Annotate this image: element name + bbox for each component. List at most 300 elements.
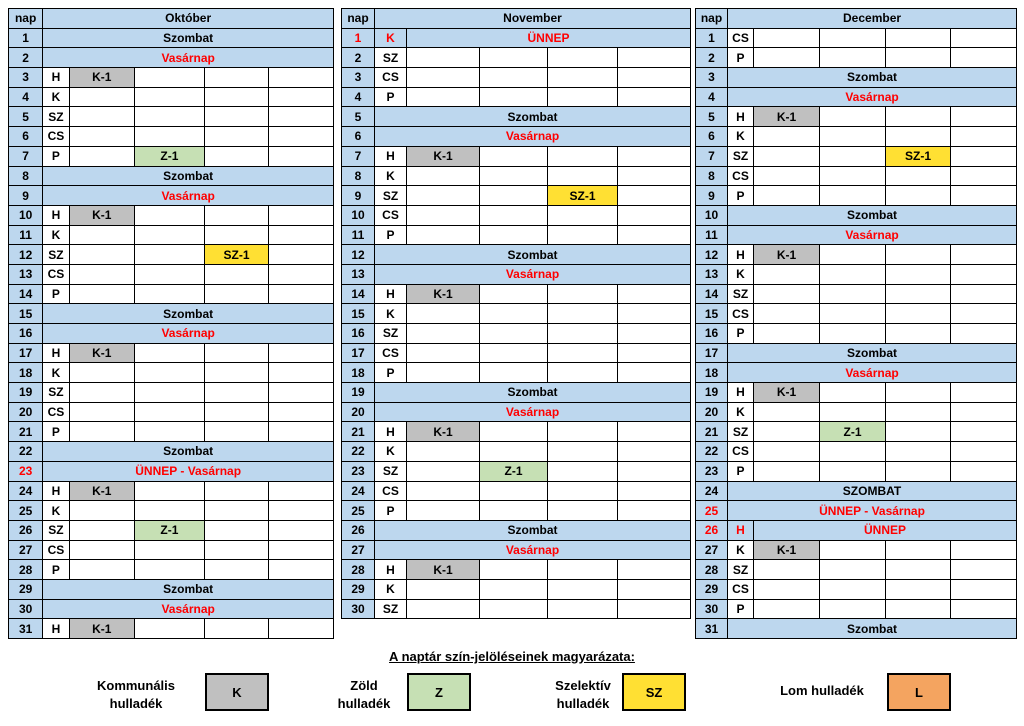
day-row: [9, 146, 334, 166]
empty-cell: [618, 461, 691, 481]
day-row: [342, 579, 691, 599]
day-number: 4: [696, 87, 728, 107]
empty-cell: [951, 28, 1017, 48]
day-row: [342, 501, 691, 521]
empty-cell: [618, 225, 691, 245]
collection-k-cell: K-1: [407, 422, 480, 442]
weekday-cell: K: [43, 225, 69, 245]
empty-cell: [886, 186, 951, 206]
weekday-cell: P: [43, 560, 69, 580]
month-title: November: [375, 9, 691, 29]
empty-cell: [886, 107, 951, 127]
empty-cell: [618, 560, 691, 580]
day-row: [342, 107, 691, 127]
empty-cell: [269, 284, 334, 304]
day-row: [342, 442, 691, 462]
empty-cell: [480, 48, 548, 68]
day-number: 2: [696, 48, 728, 68]
weekday-cell: K: [375, 166, 407, 186]
day-row: [696, 68, 1017, 88]
empty-cell: [618, 481, 691, 501]
day-row: [9, 324, 334, 344]
weekday-cell: H: [728, 520, 754, 540]
day-number: 21: [342, 422, 375, 442]
collection-k-cell: K-1: [69, 343, 135, 363]
legend-label-szelektiv: Szelektív hulladék: [555, 678, 611, 711]
empty-cell: [69, 402, 135, 422]
weekday-cell: K: [375, 28, 407, 48]
empty-cell: [618, 343, 691, 363]
empty-cell: [951, 127, 1017, 147]
empty-cell: [135, 68, 205, 88]
empty-cell: [135, 422, 205, 442]
empty-cell: [548, 87, 618, 107]
empty-cell: [886, 461, 951, 481]
empty-cell: [820, 304, 886, 324]
saturday-cell: Szombat: [43, 442, 334, 462]
sunday-cell: Vasárnap: [43, 324, 334, 344]
sunday-cell: Vasárnap: [375, 264, 691, 284]
legend-label-lom: Lom hulladék: [780, 683, 864, 698]
empty-cell: [820, 186, 886, 206]
day-row: [696, 599, 1017, 619]
empty-cell: [480, 205, 548, 225]
empty-cell: [951, 442, 1017, 462]
day-row: [9, 127, 334, 147]
day-row: [9, 304, 334, 324]
calendar-december: [695, 8, 1017, 639]
empty-cell: [548, 284, 618, 304]
empty-cell: [69, 540, 135, 560]
day-number: 23: [696, 461, 728, 481]
day-number: 28: [9, 560, 43, 580]
day-row: [696, 107, 1017, 127]
weekday-cell: CS: [375, 205, 407, 225]
empty-cell: [135, 284, 205, 304]
weekday-cell: H: [375, 284, 407, 304]
empty-cell: [135, 225, 205, 245]
day-number: 23: [342, 461, 375, 481]
empty-cell: [204, 343, 269, 363]
empty-cell: [407, 461, 480, 481]
weekday-cell: H: [728, 245, 754, 265]
empty-cell: [480, 579, 548, 599]
empty-cell: [407, 166, 480, 186]
empty-cell: [548, 599, 618, 619]
empty-cell: [618, 304, 691, 324]
empty-cell: [886, 383, 951, 403]
day-row: [342, 87, 691, 107]
legend-label-zold: Zöld hulladék: [337, 678, 391, 711]
empty-cell: [480, 166, 548, 186]
empty-cell: [204, 205, 269, 225]
collection-z-cell: Z-1: [820, 422, 886, 442]
day-number: 26: [342, 520, 375, 540]
day-number: 20: [342, 402, 375, 422]
day-number: 24: [9, 481, 43, 501]
empty-cell: [269, 540, 334, 560]
day-number: 5: [342, 107, 375, 127]
day-number: 20: [9, 402, 43, 422]
day-number: 13: [9, 264, 43, 284]
weekday-cell: P: [375, 87, 407, 107]
day-row: [342, 343, 691, 363]
empty-cell: [754, 442, 820, 462]
day-row: [696, 560, 1017, 580]
empty-cell: [618, 363, 691, 383]
empty-cell: [135, 264, 205, 284]
sunday-cell: Vasárnap: [43, 186, 334, 206]
empty-cell: [204, 146, 269, 166]
saturday-cell: SZOMBAT: [728, 481, 1017, 501]
empty-cell: [886, 560, 951, 580]
header-row: [9, 9, 334, 29]
sunday-cell: ÜNNEP - Vasárnap: [43, 461, 334, 481]
holiday-cell: ÜNNEP: [407, 28, 691, 48]
saturday-cell: Szombat: [375, 520, 691, 540]
empty-cell: [135, 481, 205, 501]
day-row: [342, 284, 691, 304]
empty-cell: [69, 422, 135, 442]
day-number: 24: [342, 481, 375, 501]
empty-cell: [480, 501, 548, 521]
day-row: [342, 402, 691, 422]
empty-cell: [618, 87, 691, 107]
day-number: 2: [342, 48, 375, 68]
collection-sz-cell: SZ-1: [548, 186, 618, 206]
empty-cell: [820, 560, 886, 580]
empty-cell: [618, 186, 691, 206]
empty-cell: [548, 343, 618, 363]
weekday-cell: CS: [728, 442, 754, 462]
day-row: [696, 146, 1017, 166]
weekday-cell: CS: [728, 304, 754, 324]
empty-cell: [754, 48, 820, 68]
day-row: [9, 87, 334, 107]
empty-cell: [480, 442, 548, 462]
day-number: 5: [9, 107, 43, 127]
empty-cell: [480, 225, 548, 245]
calendar-october: [8, 8, 334, 639]
empty-cell: [951, 383, 1017, 403]
weekday-cell: P: [43, 284, 69, 304]
day-number: 14: [9, 284, 43, 304]
day-number: 9: [342, 186, 375, 206]
day-row: [9, 284, 334, 304]
empty-cell: [69, 284, 135, 304]
empty-cell: [886, 245, 951, 265]
empty-cell: [204, 68, 269, 88]
weekday-cell: SZ: [728, 284, 754, 304]
day-row: [696, 225, 1017, 245]
empty-cell: [754, 264, 820, 284]
weekday-cell: P: [728, 186, 754, 206]
empty-cell: [269, 560, 334, 580]
day-row: [342, 304, 691, 324]
day-number: 30: [342, 599, 375, 619]
collection-k-cell: K-1: [69, 619, 135, 639]
day-row: [9, 520, 334, 540]
empty-cell: [618, 442, 691, 462]
empty-cell: [820, 442, 886, 462]
saturday-cell: Szombat: [43, 166, 334, 186]
collection-z-cell: Z-1: [135, 520, 205, 540]
empty-cell: [135, 127, 205, 147]
collection-k-cell: K-1: [754, 540, 820, 560]
empty-cell: [69, 264, 135, 284]
weekday-cell: SZ: [43, 520, 69, 540]
day-number: 30: [9, 599, 43, 619]
empty-cell: [820, 579, 886, 599]
empty-cell: [204, 225, 269, 245]
empty-cell: [407, 363, 480, 383]
day-column-header: nap: [342, 9, 375, 29]
day-number: 14: [342, 284, 375, 304]
empty-cell: [204, 363, 269, 383]
day-number: 31: [696, 619, 728, 639]
day-row: [9, 383, 334, 403]
day-row: [9, 107, 334, 127]
day-number: 8: [342, 166, 375, 186]
day-column-header: nap: [9, 9, 43, 29]
day-row: [696, 619, 1017, 639]
empty-cell: [548, 48, 618, 68]
day-number: 17: [342, 343, 375, 363]
empty-cell: [135, 402, 205, 422]
collection-k-cell: K-1: [407, 560, 480, 580]
day-row: [9, 402, 334, 422]
day-number: 22: [696, 442, 728, 462]
empty-cell: [886, 127, 951, 147]
day-row: [696, 28, 1017, 48]
day-row: [696, 127, 1017, 147]
weekday-cell: P: [728, 461, 754, 481]
day-row: [342, 48, 691, 68]
saturday-cell: Szombat: [728, 205, 1017, 225]
day-number: 22: [9, 442, 43, 462]
weekday-cell: SZ: [728, 560, 754, 580]
day-row: [9, 501, 334, 521]
day-number: 10: [342, 205, 375, 225]
empty-cell: [951, 146, 1017, 166]
empty-cell: [548, 68, 618, 88]
empty-cell: [135, 245, 205, 265]
empty-cell: [407, 186, 480, 206]
day-number: 17: [696, 343, 728, 363]
empty-cell: [548, 501, 618, 521]
empty-cell: [69, 107, 135, 127]
day-number: 3: [342, 68, 375, 88]
collection-k-cell: K-1: [69, 205, 135, 225]
weekday-cell: CS: [728, 28, 754, 48]
empty-cell: [548, 560, 618, 580]
day-number: 29: [696, 579, 728, 599]
empty-cell: [548, 166, 618, 186]
day-row: [9, 461, 334, 481]
weekday-cell: CS: [43, 127, 69, 147]
empty-cell: [135, 540, 205, 560]
day-row: [342, 68, 691, 88]
empty-cell: [754, 28, 820, 48]
empty-cell: [951, 579, 1017, 599]
weekday-cell: CS: [728, 579, 754, 599]
day-row: [696, 304, 1017, 324]
sunday-cell: Vasárnap: [43, 48, 334, 68]
empty-cell: [480, 481, 548, 501]
empty-cell: [69, 127, 135, 147]
weekday-cell: SZ: [375, 461, 407, 481]
empty-cell: [820, 245, 886, 265]
empty-cell: [951, 560, 1017, 580]
day-number: 21: [696, 422, 728, 442]
day-number: 1: [696, 28, 728, 48]
empty-cell: [820, 48, 886, 68]
empty-cell: [754, 599, 820, 619]
day-number: 2: [9, 48, 43, 68]
day-number: 5: [696, 107, 728, 127]
empty-cell: [135, 87, 205, 107]
day-row: [696, 579, 1017, 599]
weekday-cell: H: [43, 619, 69, 639]
empty-cell: [269, 87, 334, 107]
empty-cell: [480, 363, 548, 383]
empty-cell: [269, 383, 334, 403]
empty-cell: [618, 68, 691, 88]
day-number: 11: [342, 225, 375, 245]
header-row: [696, 9, 1017, 29]
collection-k-cell: K-1: [754, 383, 820, 403]
legend-box-szelektiv: SZ: [622, 673, 686, 711]
day-number: 15: [342, 304, 375, 324]
empty-cell: [135, 107, 205, 127]
sunday-cell: Vasárnap: [728, 363, 1017, 383]
sunday-cell: Vasárnap: [728, 87, 1017, 107]
day-row: [342, 127, 691, 147]
empty-cell: [754, 560, 820, 580]
day-number: 14: [696, 284, 728, 304]
collection-k-cell: K-1: [754, 107, 820, 127]
day-number: 6: [342, 127, 375, 147]
empty-cell: [480, 87, 548, 107]
day-number: 15: [696, 304, 728, 324]
weekday-cell: CS: [375, 68, 407, 88]
day-row: [696, 284, 1017, 304]
empty-cell: [754, 127, 820, 147]
empty-cell: [135, 205, 205, 225]
day-number: 7: [696, 146, 728, 166]
empty-cell: [951, 324, 1017, 344]
month-title: December: [728, 9, 1017, 29]
weekday-cell: K: [728, 264, 754, 284]
empty-cell: [407, 579, 480, 599]
empty-cell: [269, 520, 334, 540]
empty-cell: [69, 560, 135, 580]
empty-cell: [951, 264, 1017, 284]
weekday-cell: CS: [43, 264, 69, 284]
empty-cell: [407, 324, 480, 344]
empty-cell: [886, 284, 951, 304]
empty-cell: [951, 402, 1017, 422]
day-row: [9, 264, 334, 284]
weekday-cell: CS: [43, 402, 69, 422]
day-row: [9, 599, 334, 619]
empty-cell: [951, 461, 1017, 481]
weekday-cell: SZ: [375, 599, 407, 619]
legend-title: A naptár szín-jelöléseinek magyarázata:: [389, 649, 635, 664]
empty-cell: [886, 304, 951, 324]
day-row: [696, 402, 1017, 422]
empty-cell: [204, 520, 269, 540]
empty-cell: [407, 481, 480, 501]
weekday-cell: P: [43, 422, 69, 442]
empty-cell: [204, 619, 269, 639]
weekday-cell: K: [375, 579, 407, 599]
day-number: 27: [342, 540, 375, 560]
empty-cell: [269, 619, 334, 639]
empty-cell: [480, 324, 548, 344]
day-number: 29: [9, 579, 43, 599]
day-number: 26: [9, 520, 43, 540]
day-row: [9, 560, 334, 580]
empty-cell: [820, 599, 886, 619]
day-number: 12: [696, 245, 728, 265]
empty-cell: [618, 205, 691, 225]
empty-cell: [820, 324, 886, 344]
collection-k-cell: K-1: [754, 245, 820, 265]
empty-cell: [204, 402, 269, 422]
day-row: [342, 324, 691, 344]
saturday-cell: Szombat: [375, 245, 691, 265]
day-row: [696, 422, 1017, 442]
day-row: [696, 324, 1017, 344]
day-row: [342, 363, 691, 383]
empty-cell: [754, 304, 820, 324]
empty-cell: [269, 225, 334, 245]
day-number: 8: [696, 166, 728, 186]
day-row: [9, 619, 334, 639]
weekday-cell: SZ: [43, 245, 69, 265]
empty-cell: [548, 146, 618, 166]
day-number: 18: [696, 363, 728, 383]
day-row: [342, 28, 691, 48]
day-row: [9, 48, 334, 68]
weekday-cell: P: [375, 501, 407, 521]
day-row: [342, 205, 691, 225]
empty-cell: [548, 225, 618, 245]
day-number: 11: [696, 225, 728, 245]
day-number: 19: [696, 383, 728, 403]
empty-cell: [820, 127, 886, 147]
day-number: 27: [9, 540, 43, 560]
day-row: [696, 383, 1017, 403]
legend-box-zold: Z: [407, 673, 471, 711]
day-number: 25: [9, 501, 43, 521]
day-row: [9, 225, 334, 245]
empty-cell: [269, 264, 334, 284]
collection-sz-cell: SZ-1: [886, 146, 951, 166]
sunday-cell: Vasárnap: [375, 402, 691, 422]
day-number: 7: [9, 146, 43, 166]
day-row: [9, 205, 334, 225]
weekday-cell: P: [375, 363, 407, 383]
day-number: 10: [9, 205, 43, 225]
empty-cell: [204, 501, 269, 521]
empty-cell: [548, 324, 618, 344]
day-number: 26: [696, 520, 728, 540]
weekday-cell: CS: [375, 343, 407, 363]
legend-label-kommunalis: Kommunális hulladék: [96, 678, 175, 711]
empty-cell: [407, 87, 480, 107]
